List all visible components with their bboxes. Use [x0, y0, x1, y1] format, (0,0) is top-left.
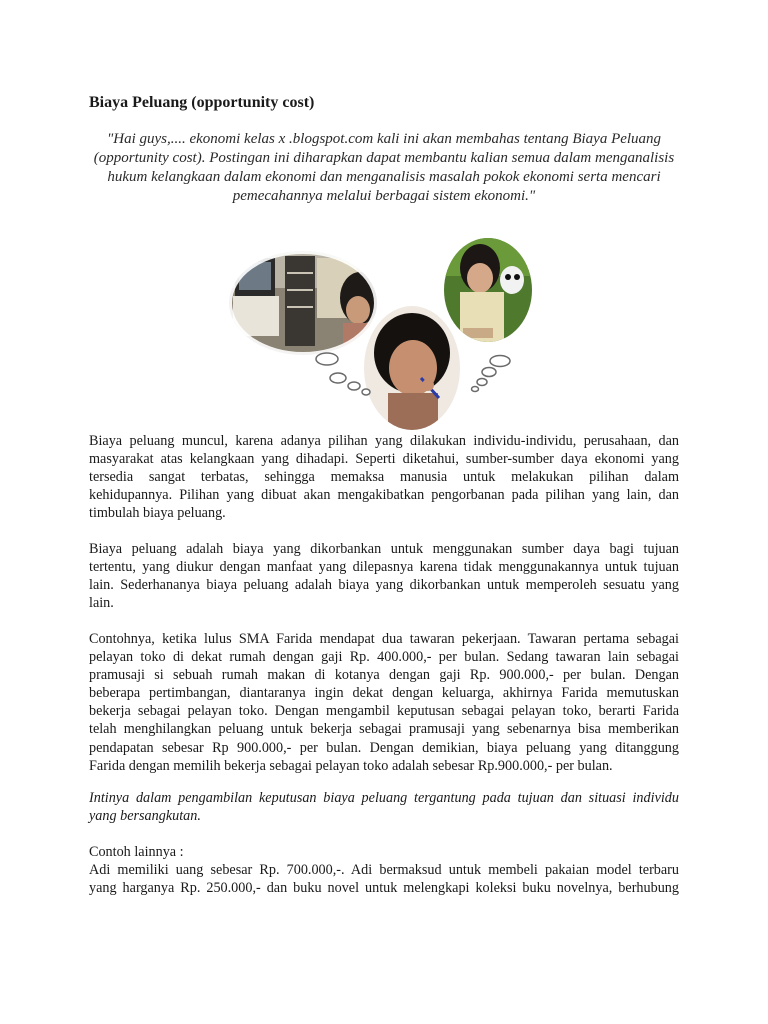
intro-line: pemecahannya melalui berbagai sistem ekonomi." [232, 188, 536, 204]
paragraph [89, 540, 679, 612]
paragraph [89, 630, 679, 775]
paragraph-line: telah menghilangkan peluang untuk bekerja sebagai pramusaji yang sebenarnya bisa memberikan [89, 721, 679, 738]
thinking-girl-illustration [225, 228, 545, 433]
paragraph-line: lain. Sederhananya biaya peluang adalah biaya yang dikorbankan untuk memperoleh sesuatu yang [89, 577, 679, 594]
intro-line: "Hai guys,.... ekonomi kelas x .blogspot.com kali ini akan membahas tentang Biaya Peluang [106, 131, 662, 147]
paragraph-line: timbulah biaya peluang. [89, 505, 226, 522]
thinking-girl-image [360, 303, 470, 433]
paragraph-line: Contohnya, ketika lulus SMA Farida mendapat dua tawaran pekerjaan. Tawaran pertama sebagai [89, 631, 679, 647]
intro-line: (opportunity cost). Postingan ini diharapkan dapat membantu kalian semua dalam menganalisis [93, 150, 675, 166]
paragraph-line: Farida dengan memilih bekerja sebagai pelayan toko adalah sebesar Rp.900.000,- per bulan. [89, 757, 613, 774]
paragraph-line: Biaya peluang adalah biaya yang dikorbankan untuk menggunakan sumber daya bagi tujuan [89, 541, 679, 557]
paragraph [89, 843, 679, 897]
paragraph-line: pelayan toko di dekat rumah dengan gaji Rp. 400.000,- per bulan. Sedang tawaran lain sebagai [89, 649, 679, 666]
intro-quote [89, 130, 679, 206]
paragraph-line: pendapatan sebesar Rp 900.000,- per bulan. Dengan demikian, biaya peluang yang ditanggung [89, 739, 679, 756]
paragraph-line: lain. [89, 595, 114, 612]
paragraph-line: Biaya peluang muncul, karena adanya pilihan yang dilakukan individu-individu, perusahaan, dan [89, 433, 679, 449]
document-title: Biaya Peluang (opportunity cost) [89, 94, 315, 111]
intro-line: hukum kelangkaan dalam ekonomi dan menganalisis masalah pokok ekonomi serta mencari [107, 169, 661, 185]
paragraph-line: masyarakat atas kelangkaan yang dihadapi. Seperti diketahui, sumber-sumber daya ekonomi yang [89, 451, 679, 468]
paragraph-line: tersedia sangat terbatas, sehingga memaksa manusia untuk melakukan pilihan dalam [89, 469, 679, 486]
paragraph-line: Contoh lainnya : [89, 844, 184, 860]
girl-with-toy-image [440, 236, 540, 346]
paragraph-line: Adi memiliki uang sebesar Rp. 700.000,-. Adi bermaksud untuk membeli pakaian model terbaru [89, 862, 679, 879]
paragraph-line: bekerja sebagai pelayan toko. Dengan mengambil keputusan sebagai pelayan toko, berarti Farida [89, 703, 679, 720]
paragraph-line: yang bersangkutan. [89, 808, 201, 825]
paragraph-line: Intinya dalam pengambilan keputusan biaya peluang tergantung pada tujuan dan situasi individu [89, 790, 679, 806]
paragraph-line: yang harganya Rp. 250.000,- dan buku novel untuk melengkapi koleksi buku novelnya, berhubung [89, 880, 679, 897]
paragraph-line: pramusaji si sebuah rumah makan di kotanya dengan gaji Rp. 900.000,- per bulan. Dengan [89, 667, 679, 684]
conclusion-paragraph [89, 789, 679, 825]
paragraph-line: kehidupannya. Pilihan yang dibuat akan mengakibatkan pengorbanan pada pilihan yang lain, dan [89, 487, 679, 504]
paragraph-line: beberapa pertimbangan, diantaranya ingin dekat dengan keluarga, akhirnya Farida memutuskan [89, 685, 679, 702]
paragraph-line: tertentu, yang diukur dengan manfaat yang dilepasnya karena tidak menggunakannya untuk tujuan [89, 559, 679, 576]
paragraph [89, 432, 679, 522]
